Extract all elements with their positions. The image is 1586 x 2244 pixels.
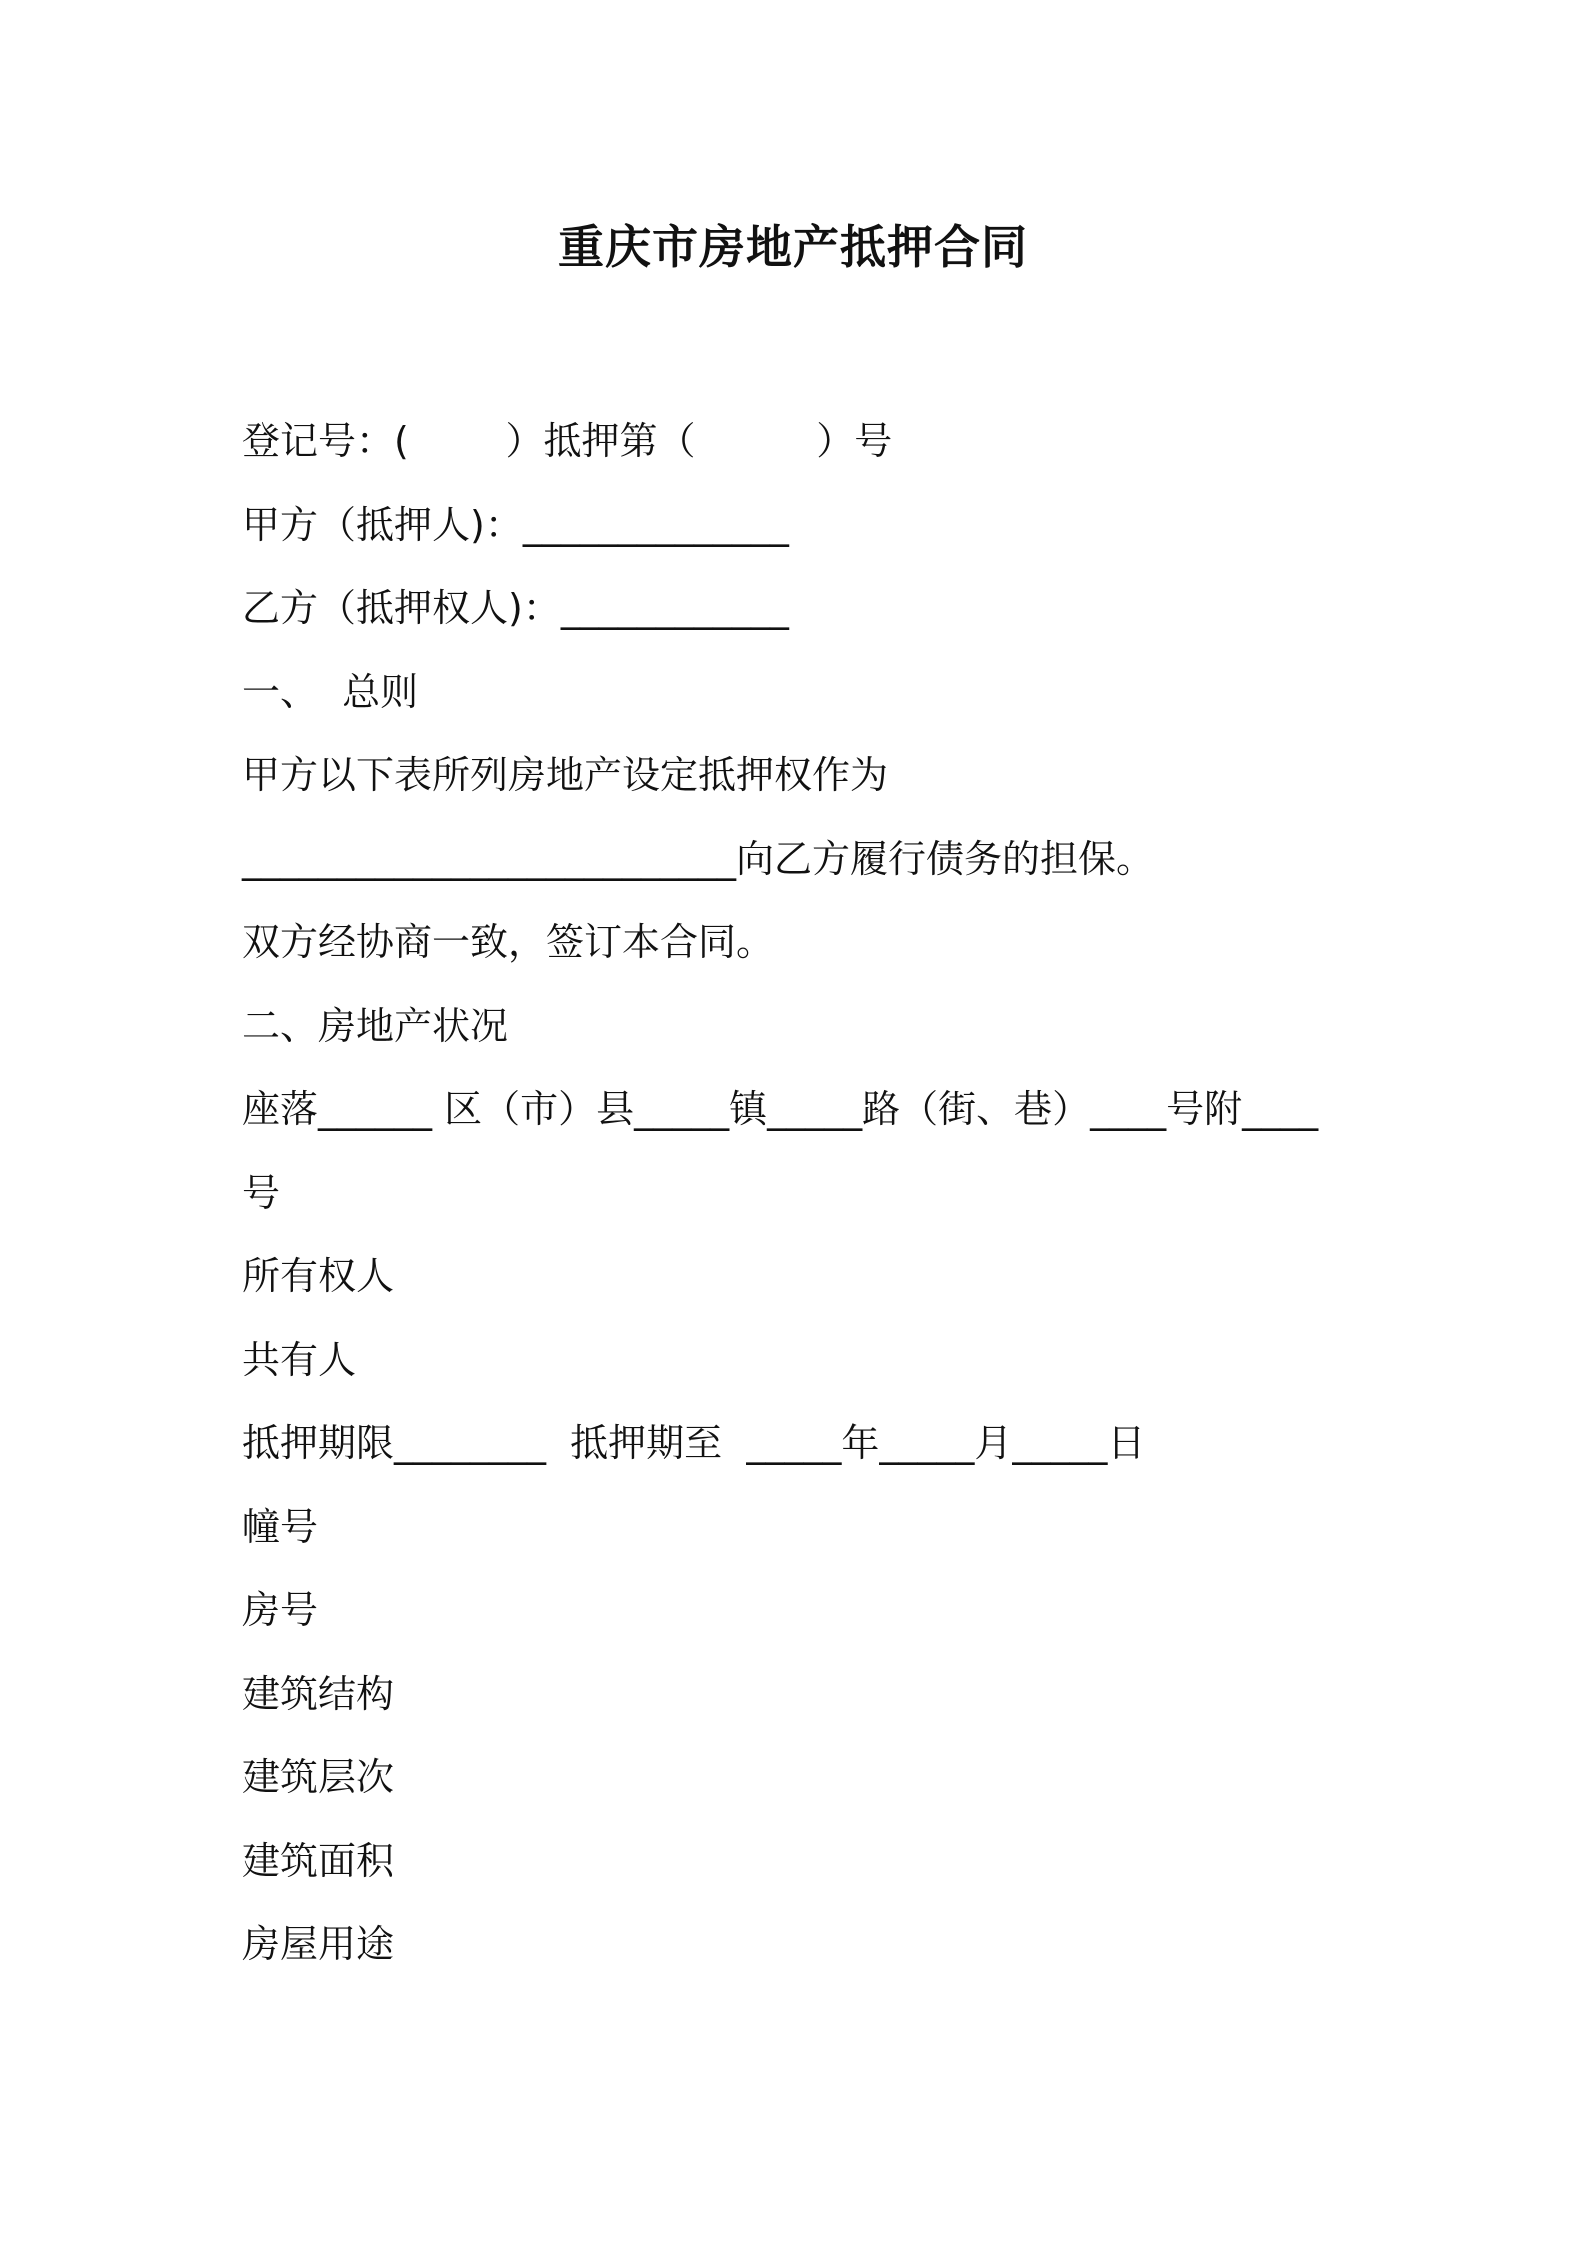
field-owner: 所有权人 [242, 1254, 395, 1298]
party-a-line: 甲方（抵押人)：______________ [242, 502, 789, 547]
field-co-owner: 共有人 [242, 1337, 357, 1382]
section-heading-general: 一、 总则 [242, 669, 419, 714]
paragraph-text: __________________________向乙方履行债务的担保。 [242, 836, 1155, 881]
location-line: 座落______ 区（市）县_____镇_____路（街、巷）____号附____ [242, 1087, 1319, 1131]
paragraph-text: 双方经协商一致，签订本合同。 [242, 920, 775, 964]
field-building-number: 幢号 [242, 1504, 319, 1549]
section-heading-property: 二、房地产状况 [242, 1003, 509, 1048]
field-building-floors: 建筑层次 [242, 1755, 395, 1799]
party-b-line: 乙方（抵押权人)：____________ [242, 586, 789, 630]
document-title: 重庆市房地产抵押合同 [558, 220, 1028, 274]
field-building-area: 建筑面积 [242, 1838, 395, 1883]
field-house-usage: 房屋用途 [242, 1922, 395, 1966]
location-line-continued: 号 [242, 1170, 281, 1215]
field-room-number: 房号 [242, 1588, 319, 1632]
document-body [242, 400, 1382, 1987]
paragraph-text: 甲方以下表所列房地产设定抵押权作为 [242, 753, 889, 797]
field-building-structure: 建筑结构 [242, 1671, 395, 1716]
registration-number-line: 登记号：( ）抵押第（ ）号 [242, 419, 893, 463]
mortgage-term-line: 抵押期限________ 抵押期至 _____年_____月_____日 [242, 1421, 1146, 1465]
